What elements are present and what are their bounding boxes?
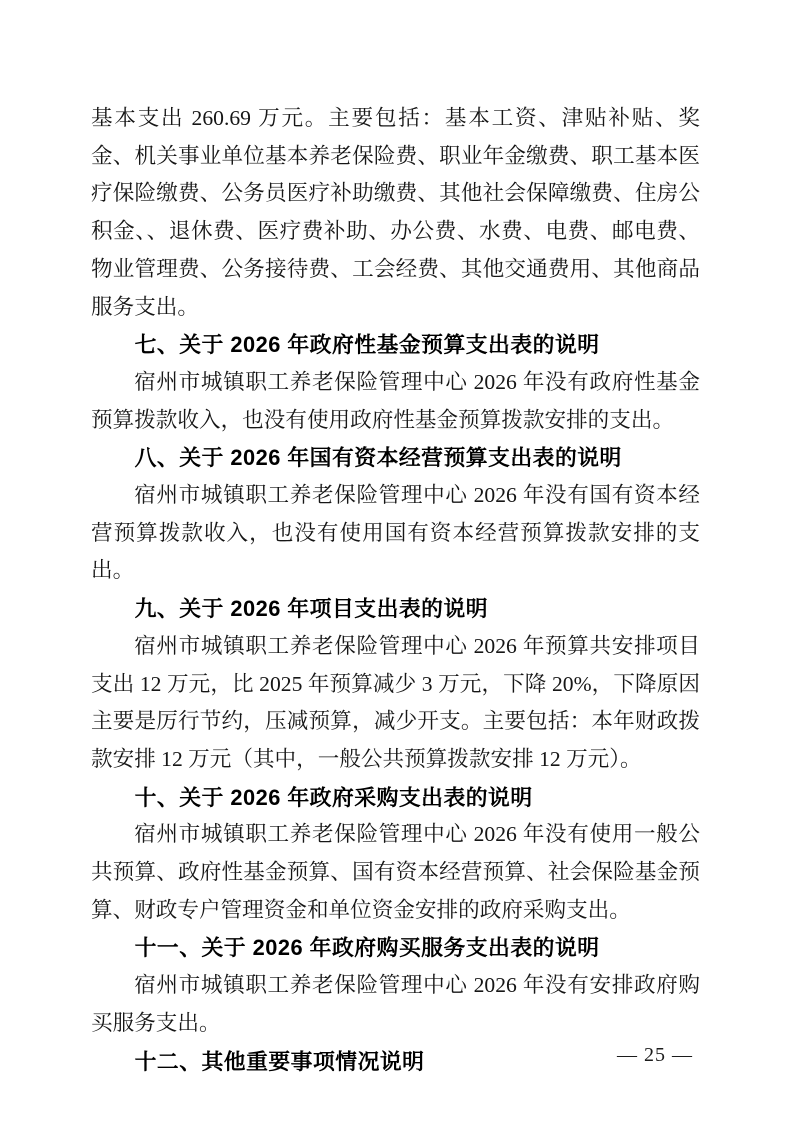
heading-8-state-capital-budget: 八、关于 2026 年国有资本经营预算支出表的说明: [134, 445, 622, 471]
para-basic-expenditure-breakdown: 基本支出 260.69 万元。主要包括：基本工资、津贴补贴、奖金、机关事业单位基本养老保险费、职业年金缴费、职工基本医疗保险缴费、公务员医疗补助缴费、其他社会保障缴费、住房公积金、、退休费、医疗费补助、办公费、水费、电费、邮电费、物业管理费、公务接待费、工会经费、其他交通费用、其他商品服务支出。: [91, 106, 700, 319]
para-project-expenditure: 宿州市城镇职工养老保险管理中心 2026 年预算共安排项目支出 12 万元，比 2025 年预算减少 3 万元，下降 20%，下降原因主要是厉行节约，压减预算，减少开支。主要包括：本年财政拨款安排 12 万元（其中，一般公共预算拨款安排 12 万元）。: [91, 633, 700, 771]
heading-9-project-expenditure: 九、关于 2026 年项目支出表的说明: [134, 596, 489, 622]
heading-11-gov-purchased-services: 十一、关于 2026 年政府购买服务支出表的说明: [134, 935, 600, 961]
para-state-capital-budget: 宿州市城镇职工养老保险管理中心 2026 年没有国有资本经营预算拨款收入，也没有使用国有资本经营预算拨款安排的支出。: [91, 483, 700, 583]
heading-7-gov-fund-budget: 七、关于 2026 年政府性基金预算支出表的说明: [134, 332, 600, 358]
para-gov-fund-budget: 宿州市城镇职工养老保险管理中心 2026 年没有政府性基金预算拨款收入，也没有使用政府性基金预算拨款安排的支出。: [91, 369, 700, 432]
heading-10-gov-procurement: 十、关于 2026 年政府采购支出表的说明: [134, 784, 533, 810]
para-gov-purchased-services: 宿州市城镇职工养老保险管理中心 2026 年没有安排政府购买服务支出。: [91, 973, 700, 1035]
heading-12-other-important-matters: 十二、其他重要事项情况说明: [134, 1048, 425, 1074]
page-number: — 25 —: [617, 1044, 693, 1066]
para-gov-procurement: 宿州市城镇职工养老保险管理中心 2026 年没有使用一般公共预算、政府性基金预算、国有资本经营预算、社会保险基金预算、财政专户管理资金和单位资金安排的政府采购支出。: [91, 822, 700, 922]
page-content: [91, 100, 700, 1080]
